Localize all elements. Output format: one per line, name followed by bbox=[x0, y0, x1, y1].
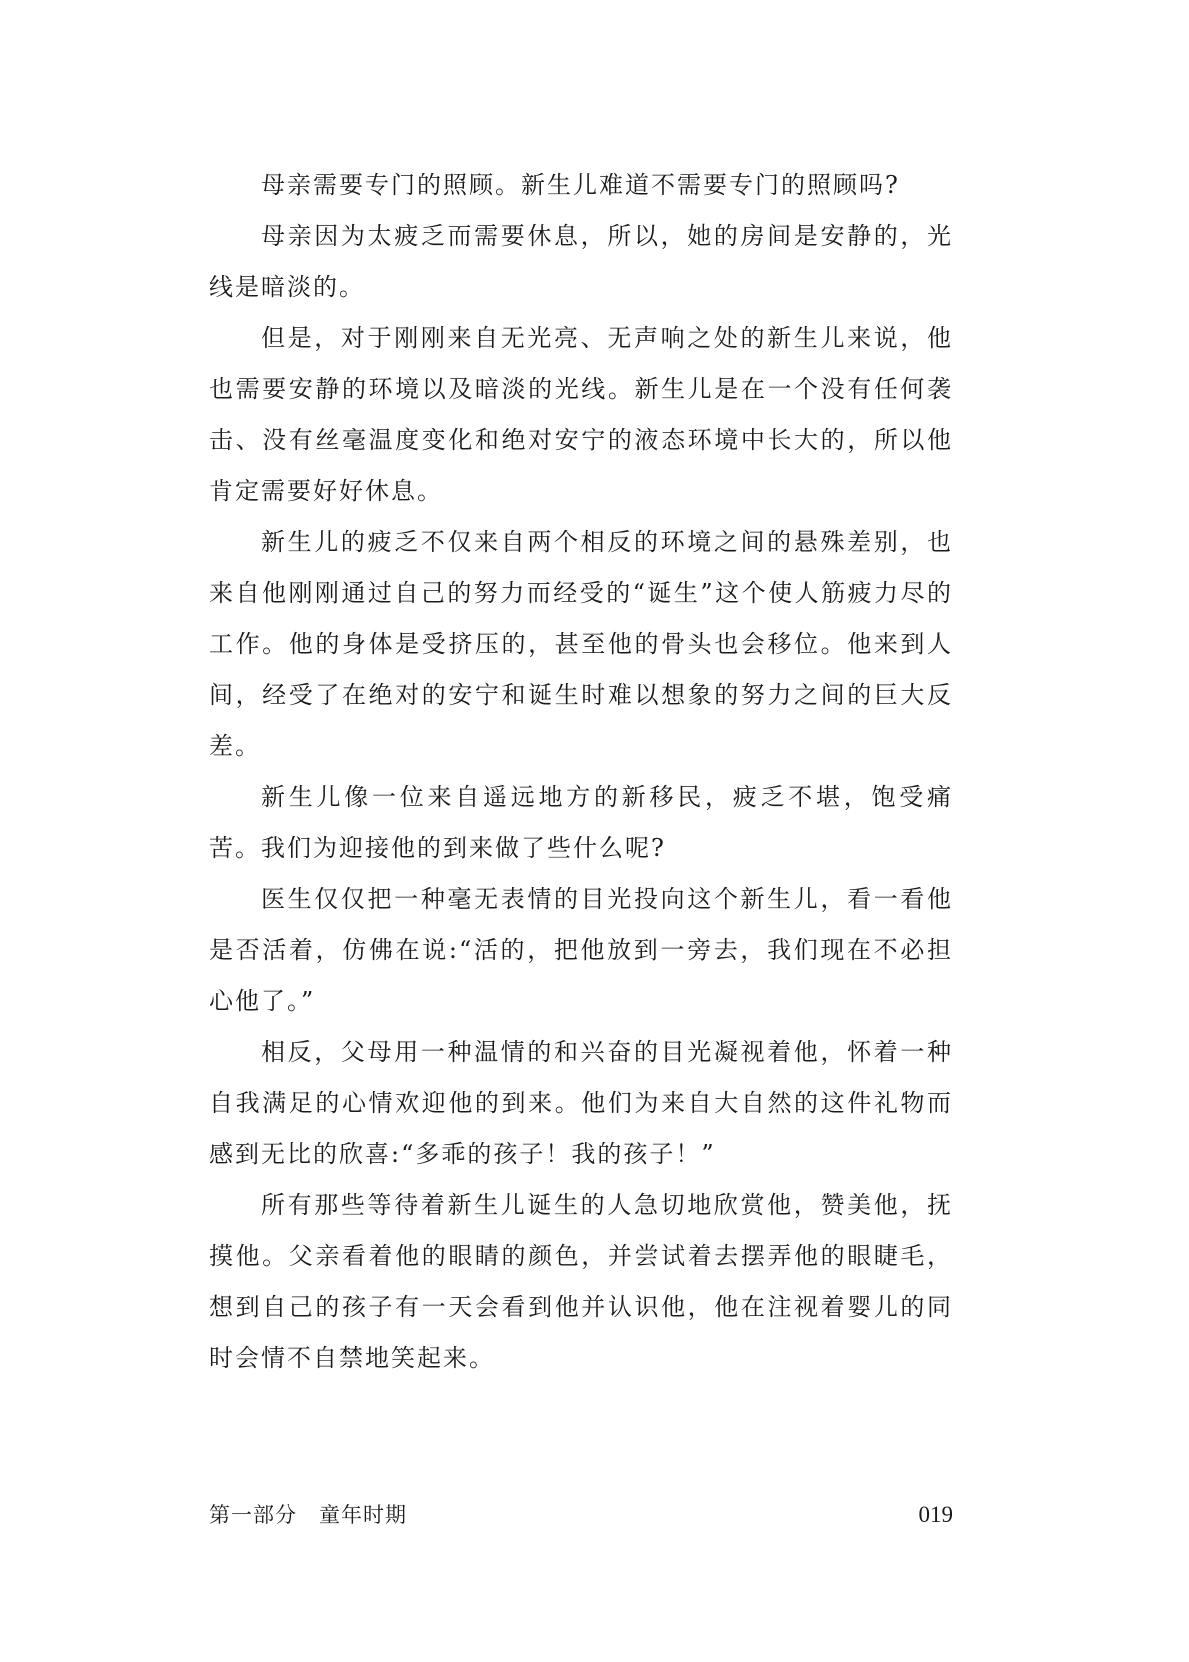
paragraph: 所有那些等待着新生儿诞生的人急切地欣赏他，赞美他，抚摸他。父亲看着他的眼睛的颜色，并尝试着去摆弄他的眼睫毛，想到自己的孩子有一天会看到他并认识他，他在注视着婴儿的同时会情不自禁地笑起来。 bbox=[209, 1191, 953, 1372]
body-text bbox=[209, 160, 953, 1384]
page-footer bbox=[209, 1498, 953, 1532]
footer-section-label: 童年时期 bbox=[319, 1503, 407, 1527]
running-footer bbox=[209, 1498, 407, 1532]
paragraph: 相反，父母用一种温情的和兴奋的目光凝视着他，怀着一种自我满足的心情欢迎他的到来。他们为来自大自然的这件礼物而感到无比的欣喜:“多乖的孩子！我的孩子！” bbox=[209, 1038, 953, 1168]
paragraph: 新生儿像一位来自遥远地方的新移民，疲乏不堪，饱受痛苦。我们为迎接他的到来做了些什么呢? bbox=[209, 783, 953, 862]
paragraph: 医生仅仅把一种毫无表情的目光投向这个新生儿，看一看他是否活着，仿佛在说:“活的，把他放到一旁去，我们现在不必担心他了。” bbox=[209, 885, 953, 1015]
paragraph: 母亲需要专门的照顾。新生儿难道不需要专门的照顾吗? bbox=[261, 171, 900, 199]
paragraph: 但是，对于刚刚来自无光亮、无声响之处的新生儿来说，他也需要安静的环境以及暗淡的光线。新生儿是在一个没有任何袭击、没有丝毫温度变化和绝对安宁的液态环境中长大的，所以他肯定需要好好休息。 bbox=[209, 324, 953, 505]
footer-part-label: 第一部分 bbox=[209, 1503, 297, 1527]
page-number: 019 bbox=[918, 1502, 953, 1527]
paragraph: 母亲因为太疲乏而需要休息，所以，她的房间是安静的，光线是暗淡的。 bbox=[209, 222, 953, 301]
paragraph: 新生儿的疲乏不仅来自两个相反的环境之间的悬殊差别，也来自他刚刚通过自己的努力而经受的“诞生”这个使人筋疲力尽的工作。他的身体是受挤压的，甚至他的骨头也会移位。他来到人间，经受了在绝对的安宁和诞生时难以想象的努力之间的巨大反差。 bbox=[209, 528, 953, 760]
